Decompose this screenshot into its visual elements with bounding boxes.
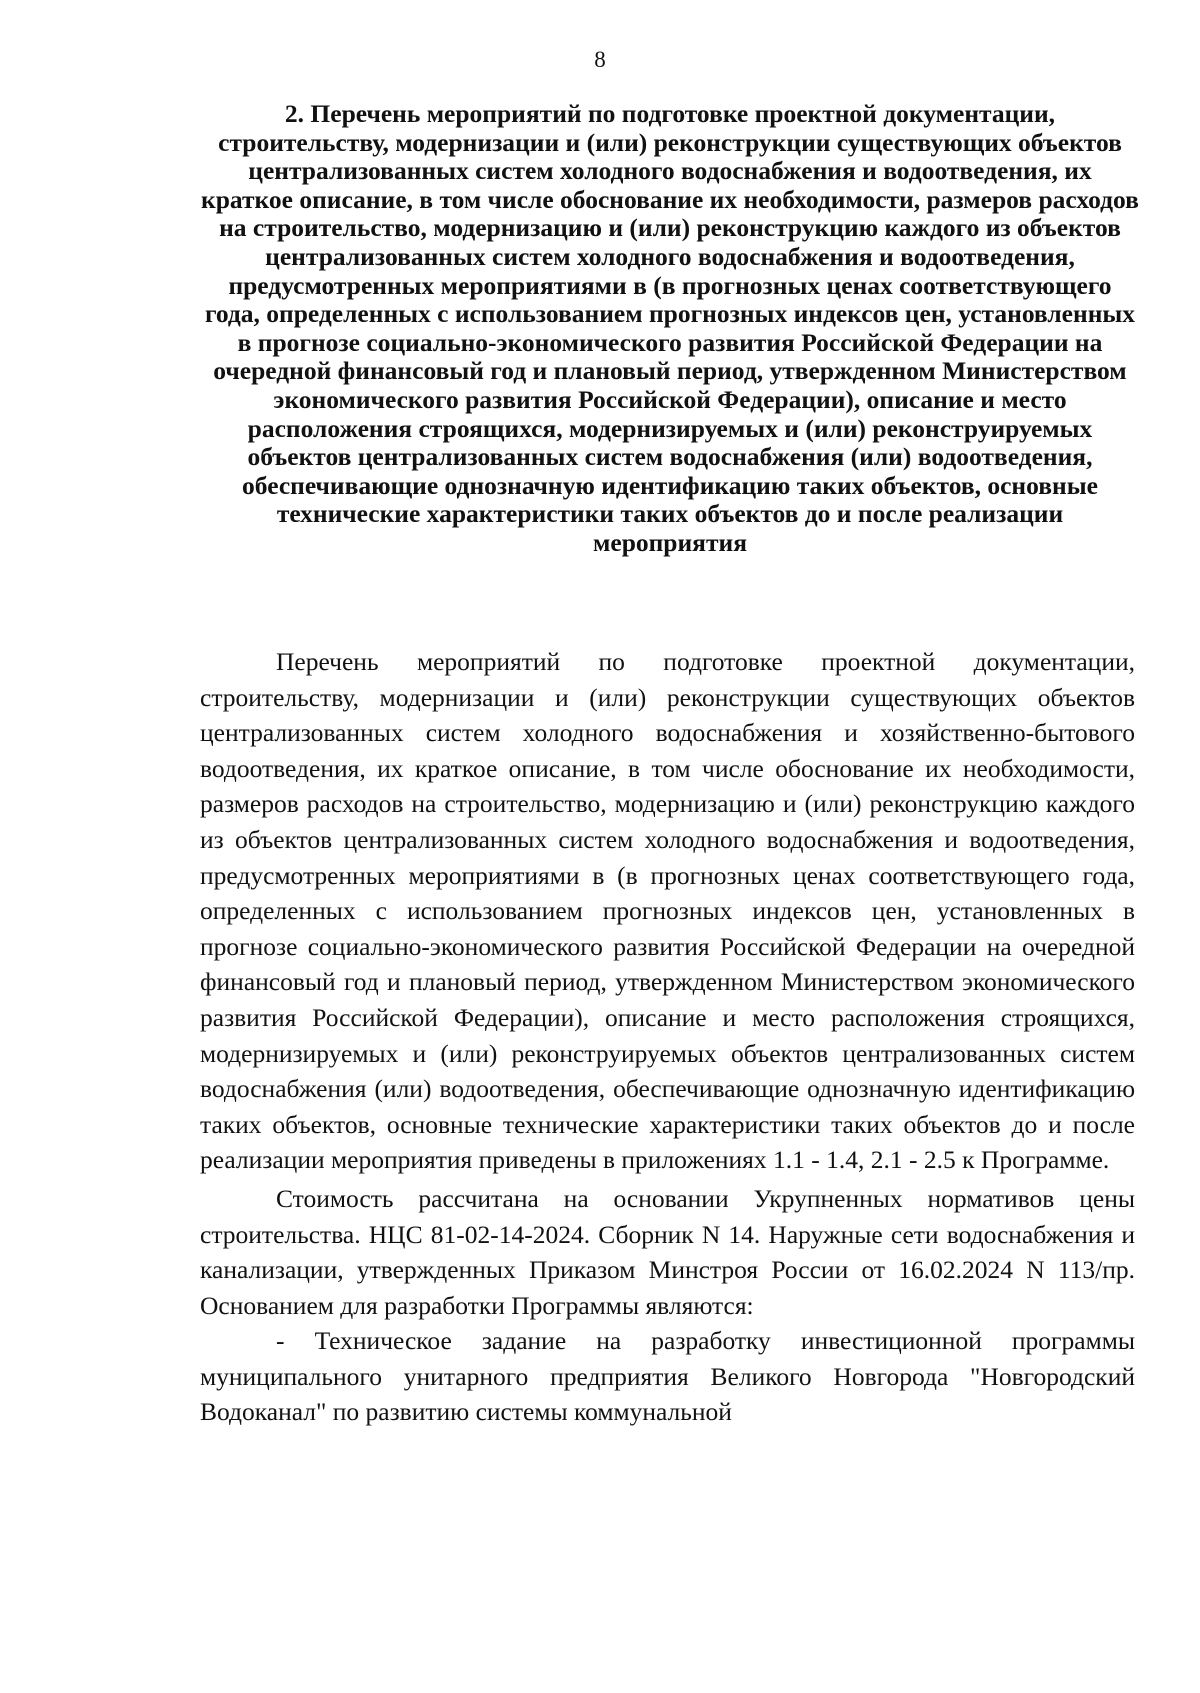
paragraph-technical-task: - Техническое задание на разработку инвестиционной программы муниципального унитарного предприятия Великого Новгорода "Новгородский Водоканал" по развитию системы коммунальной bbox=[200, 1326, 1135, 1427]
page-number: 8 bbox=[594, 47, 606, 72]
section-heading: 2. Перечень мероприятий по подготовке проектной документации, строительству, модернизации и (или) реконструкции существующих объектов централизованных систем холодного водоснабжения и водоотведения, их краткое описание, в том числе обоснование их необходимости, размеров расходов на строительство, модернизацию и (или) реконструкцию каждого из объектов централизованных систем холодного водоснабжения и водоотведения, предусмотренных мероприятиями в (в прогнозных ценах соответствующего года, определенных с использованием прогнозных индексов цен, установленных в прогнозе социально-экономического развития Российской Федерации на очередной финансовый год и плановый период, утвержденном Министерством экономического развития Российской Федерации), описание и место расположения строящихся, модернизируемых и (или) реконструируемых объектов централизованных систем водоснабжения (или) водоотведения, обеспечивающие однозначную идентификацию таких объектов, основные технические характеристики таких объектов до и после реализации мероприятия bbox=[201, 99, 1139, 557]
body-text bbox=[200, 644, 1135, 1430]
paragraph-project-list: Перечень мероприятий по подготовке проектной документации, строительству, модернизации и (или) реконструкции существующих объектов централизованных систем холодного водоснабжения и хозяйственно-бытового водоотведения, их краткое описание, в том числе обоснование их необходимости, размеров расходов на строительство, модернизацию и (или) реконструкцию каждого из объектов централизованных систем холодного водоснабжения и водоотведения, предусмотренных мероприятиями в (в прогнозных ценах соответствующего года, определенных с использованием прогнозных индексов цен, установленных в прогнозе социально-экономического развития Российской Федерации на очередной финансовый год и плановый период, утвержденном Министерством экономического развития Российской Федерации), описание и место расположения строящихся, модернизируемых и (или) реконструируемых объектов централизованных систем водоснабжения (или) водоотведения, обеспечивающие однозначную идентификацию таких объектов, основные технические характеристики таких объектов до и после реализации мероприятия приведены в приложениях 1.1 - 1.4, 2.1 - 2.5 к Программе. bbox=[200, 647, 1135, 1175]
paragraph-cost-basis: Стоимость рассчитана на основании Укрупненных нормативов цены строительства. НЦС 81-02-14-2024. Сборник N 14. Наружные сети водоснабжения и канализации, утвержденных Приказом Минстроя России от 16.02.2024 N 113/пр. Основанием для разработки Программы являются: bbox=[200, 1183, 1135, 1320]
